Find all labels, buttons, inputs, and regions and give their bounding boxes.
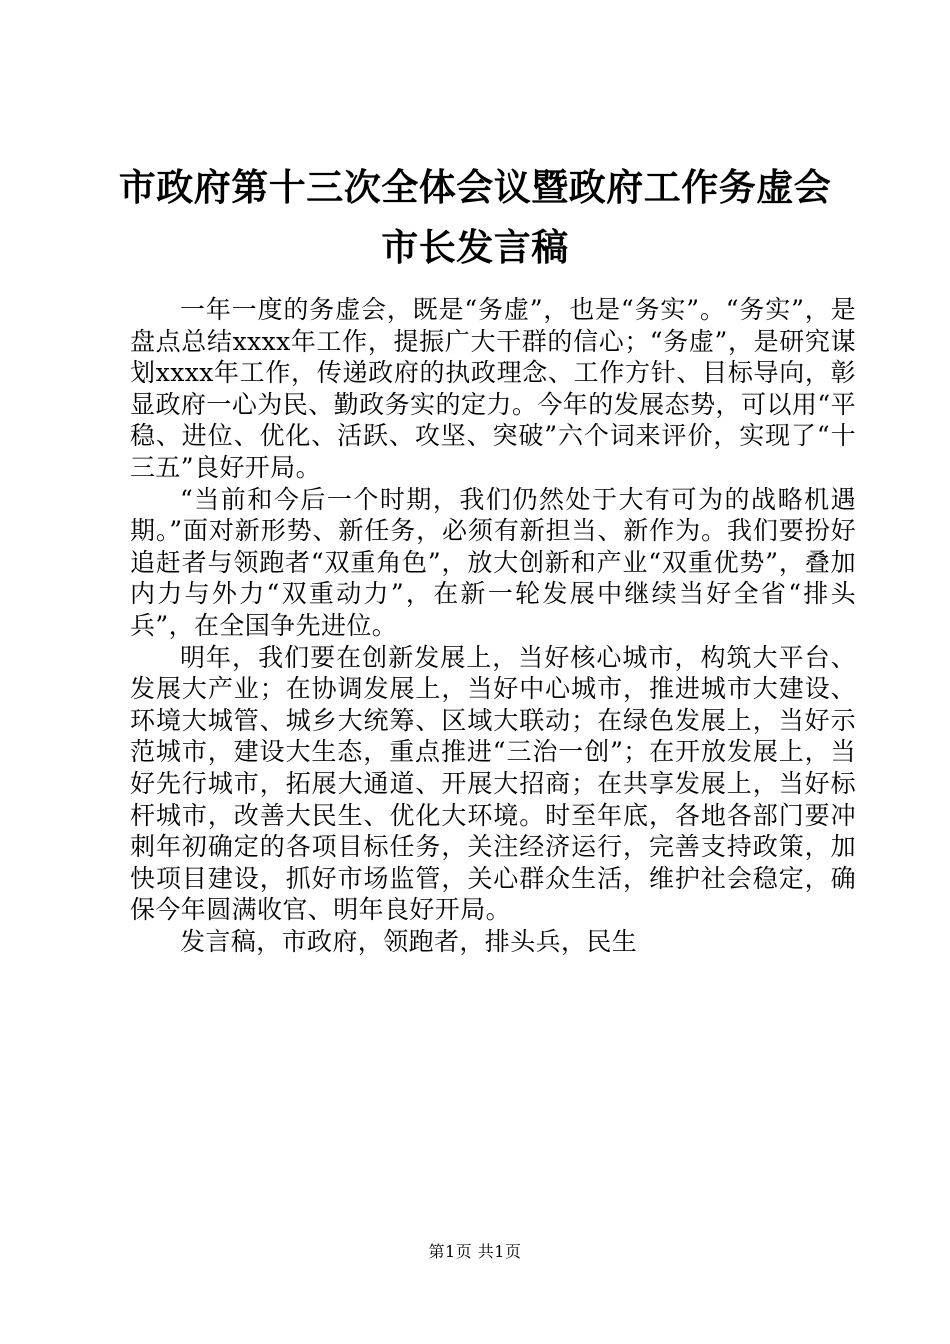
document-title: 市政府第十三次全体会议暨政府工作务虚会市长发言稿 — [118, 166, 832, 269]
paragraph: 明年，我们要在创新发展上，当好核心城市，构筑大平台、发展大产业；在协调发展上，当好中心城市，推进城市大建设、环境大城管、城乡大统筹、区域大联动；在绿色发展上，当好示范城市，建设大生态，重点推进“三治一创”；在开放发展上，当好先行城市，拓展大通道、开展大招商；在共享发展上，当好标杆城市，改善大民生、优化大环境。时至年底，各地各部门要冲刺年初确定的各项目标任务，关注经济运行，完善支持政策，加快项目建设，抓好市场监管，关心群众生活，维护社会稳定，确保今年圆满收官、明年良好开局。 — [130, 642, 856, 925]
document-body — [130, 294, 856, 957]
keywords-line: 发言稿，市政府，领跑者，排头兵，民生 — [180, 926, 638, 956]
page-footer: 第1页 共1页 — [428, 1242, 522, 1261]
paragraph: 一年一度的务虚会，既是“务虚”，也是“务实”。“务实”，是盘点总结xxxx年工作，提振广大干群的信心；“务虚”，是研究谋划xxxx年工作，传递政府的执政理念、工作方针、目标导向，彰显政府一心为民、勤政务实的定力。今年的发展态势，可以用“平稳、进位、优化、活跃、攻坚、突破”六个词来评价，实现了“十三五”良好开局。 — [130, 295, 856, 482]
paragraph: “当前和今后一个时期，我们仍然处于大有可为的战略机遇期。”面对新形势、新任务，必须有新担当、新作为。我们要扮好追赶者与领跑者“双重角色”，放大创新和产业“双重优势”，叠加内力与外力“双重动力”，在新一轮发展中继续当好全省“排头兵”，在全国争先进位。 — [130, 484, 856, 640]
